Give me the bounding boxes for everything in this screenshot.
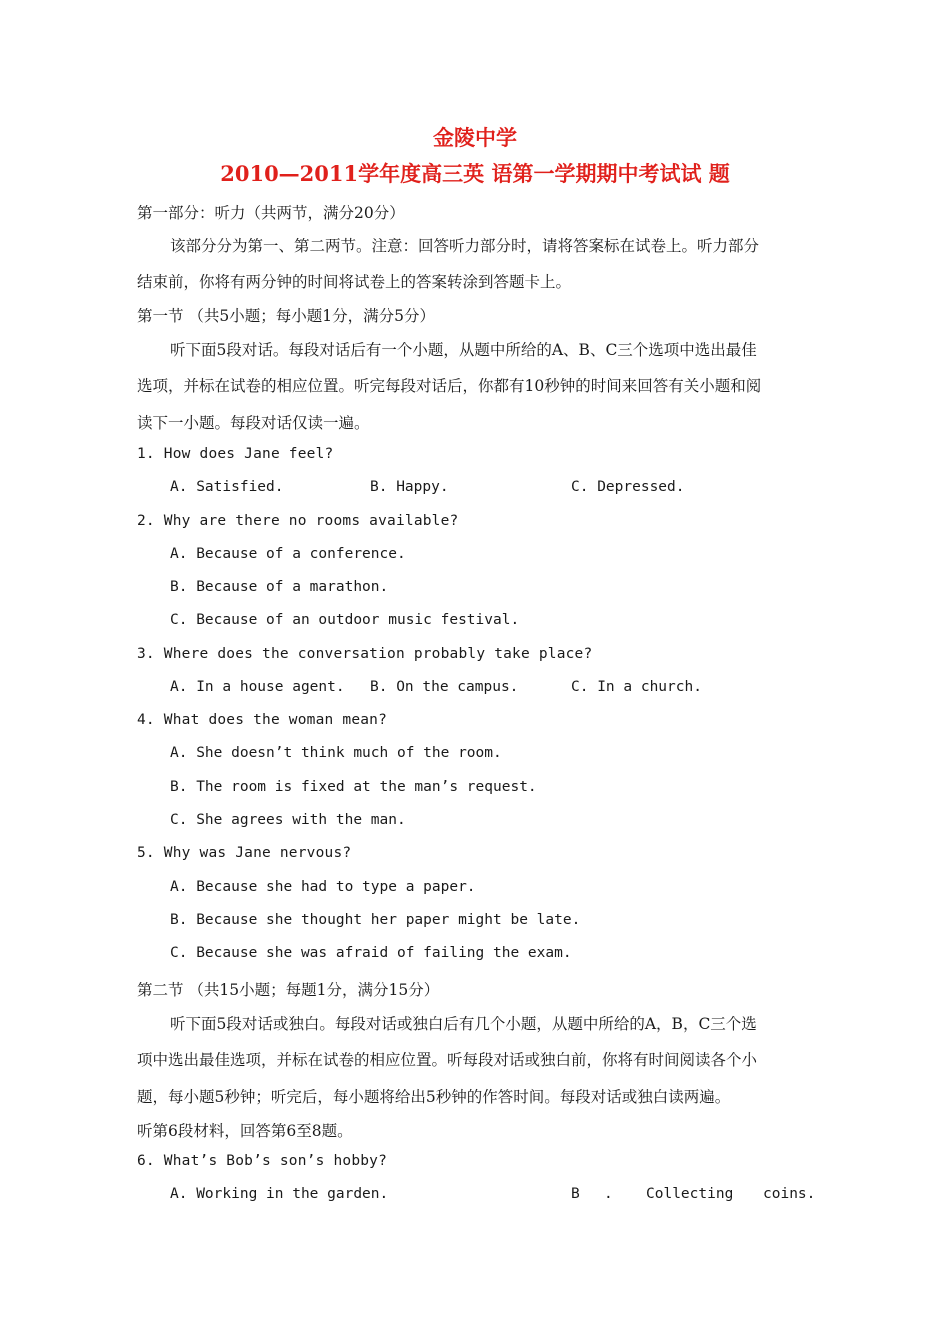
section1-intro-line2: 选项，并标在试卷的相应位置。听完每段对话后，你都有10秒钟的时间来回答有关小题和阅 <box>137 377 762 395</box>
section2-intro-line3: 题，每小题5秒钟；听完后，每小题将给出5秒钟的作答时间。每段对话或独白读两遍。 <box>137 1088 731 1106</box>
q1-option-b: B. Happy. <box>370 479 449 495</box>
section1-intro-line1: 听下面5段对话。每段对话后有一个小题，从题中所给的A、B、C三个选项中选出最佳 <box>170 341 757 359</box>
q6-option-b-text-end: coins. <box>763 1186 816 1202</box>
q3-option-c: C. In a church. <box>571 679 702 695</box>
question-2: 2. Why are there no rooms available? <box>137 513 459 529</box>
q1-option-c: C. Depressed. <box>571 479 685 495</box>
q3-option-a: A. In a house agent. <box>170 679 345 695</box>
question-4: 4. What does the woman mean? <box>137 712 388 728</box>
q6-option-b-text: Collecting <box>646 1186 734 1202</box>
q5-option-a: A. Because she had to type a paper. <box>170 879 476 895</box>
q6-option-b-letter: B <box>571 1186 580 1202</box>
q5-option-b: B. Because she thought her paper might be late. <box>170 912 581 928</box>
q4-option-a: A. She doesn’t think much of the room. <box>170 745 502 761</box>
question-1: 1. How does Jane feel? <box>137 446 334 462</box>
section2-intro-line1: 听下面5段对话或独白。每段对话或独白后有几个小题，从题中所给的A，B，C三个选 <box>170 1015 757 1033</box>
part1-heading: 第一部分：听力（共两节，满分20分） <box>137 204 405 222</box>
section1-heading: 第一节 （共5小题；每小题1分，满分5分） <box>137 307 436 325</box>
section1-intro-line3: 读下一小题。每段对话仅读一遍。 <box>137 414 370 432</box>
q2-option-c: C. Because of an outdoor music festival. <box>170 612 520 628</box>
q6-option-a: A. Working in the garden. <box>170 1186 389 1202</box>
section2-intro-line2: 项中选出最佳选项，并标在试卷的相应位置。听每段对话或独白前，你将有时间阅读各个小 <box>137 1051 758 1069</box>
part1-intro-line1: 该部分分为第一、第二两节。注意：回答听力部分时，请将答案标在试卷上。听力部分 <box>170 237 760 255</box>
q5-option-c: C. Because she was afraid of failing the exam. <box>170 945 572 961</box>
exam-title: 2010—2011学年度高三英 语第一学期期中考试试 题 <box>220 161 730 186</box>
section2-heading: 第二节 （共15小题；每题1分，满分15分） <box>137 981 440 999</box>
q2-option-a: A. Because of a conference. <box>170 546 406 562</box>
q4-option-b: B. The room is fixed at the man’s request. <box>170 779 537 795</box>
q3-option-b: B. On the campus. <box>370 679 519 695</box>
question-3: 3. Where does the conversation probably take place? <box>137 646 593 662</box>
q1-option-a: A. Satisfied. <box>170 479 284 495</box>
q6-option-b-dot: . <box>604 1186 613 1202</box>
q4-option-c: C. She agrees with the man. <box>170 812 406 828</box>
question-6: 6. What’s Bob’s son’s hobby? <box>137 1153 388 1169</box>
material-6-instruction: 听第6段材料，回答第6至8题。 <box>137 1122 353 1140</box>
question-5: 5. Why was Jane nervous? <box>137 845 352 861</box>
part1-intro-line2: 结束前，你将有两分钟的时间将试卷上的答案转涂到答题卡上。 <box>137 273 572 291</box>
school-title: 金陵中学 <box>433 125 517 150</box>
q2-option-b: B. Because of a marathon. <box>170 579 389 595</box>
